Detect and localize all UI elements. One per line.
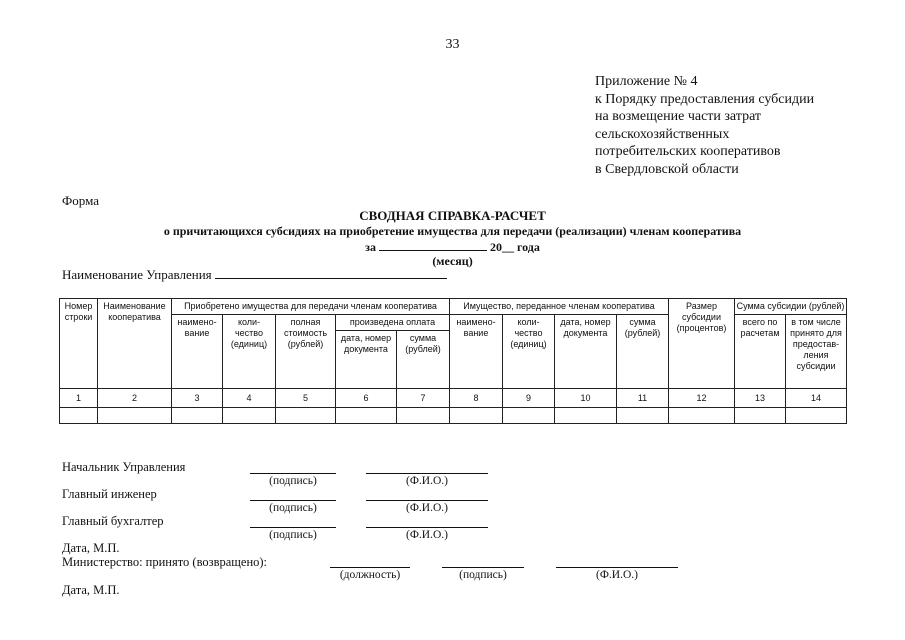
header-subsidy-sum-group: Сумма субсидии (рублей) — [735, 299, 847, 315]
header-acq-name: наимено-вание — [172, 315, 223, 389]
date-mp-2: Дата, М.П. — [62, 583, 120, 597]
column-number: 5 — [276, 389, 336, 408]
header-paid-group: произведена оплата — [336, 315, 450, 331]
header-tr-date: дата, номер документа — [555, 315, 617, 389]
management-line — [62, 267, 447, 283]
header-acq-cost: полная стоимость (рублей) — [276, 315, 336, 389]
empty-cell — [60, 408, 98, 424]
header-accepted: в том числе принято для предостав-ления субсидии — [786, 315, 847, 389]
summary-table — [59, 298, 847, 424]
period-line — [0, 239, 905, 255]
column-number: 14 — [786, 389, 847, 408]
fio-caption: (Ф.И.О.) — [406, 502, 448, 514]
header-total: всего по расчетам — [735, 315, 786, 389]
signature-line — [250, 527, 336, 528]
empty-cell — [276, 408, 336, 424]
management-blank — [215, 267, 447, 279]
signature-caption: (подпись) — [269, 475, 317, 487]
header-transferred-group: Имущество, переданное членам кооператива — [450, 299, 669, 315]
fio-caption: (Ф.И.О.) — [406, 529, 448, 541]
empty-cell — [172, 408, 223, 424]
column-number: 4 — [223, 389, 276, 408]
fio-line — [556, 567, 678, 568]
column-number-row — [60, 389, 847, 408]
header-coop-name: Наименование кооператива — [98, 299, 172, 389]
period-year: 20__ года — [489, 240, 540, 254]
column-number: 9 — [503, 389, 555, 408]
document-title: СВОДНАЯ СПРАВКА-РАСЧЕТ — [359, 208, 546, 223]
empty-cell — [397, 408, 450, 424]
empty-cell — [450, 408, 503, 424]
signature-caption: (подпись) — [269, 529, 317, 541]
fio-line — [366, 527, 488, 528]
signature-caption: (подпись) — [459, 569, 507, 581]
column-number: 6 — [336, 389, 397, 408]
column-number: 13 — [735, 389, 786, 408]
header-subsidy-rate: Размер субсидии (процентов) — [669, 299, 735, 389]
appendix-block — [595, 73, 895, 178]
header-row — [60, 299, 847, 315]
position-caption: (должность) — [339, 569, 401, 581]
month-blank — [379, 239, 487, 251]
header-row-number: Номер строки — [60, 299, 98, 389]
column-number: 2 — [98, 389, 172, 408]
empty-data-row — [60, 408, 847, 424]
appendix-line: Приложение № 4 — [595, 74, 698, 89]
position-line — [330, 567, 410, 568]
engineer-label: Главный инженер — [62, 487, 157, 501]
document-subtitle: о причитающихся субсидиях на приобретение имущества для передачи (реализации) членам кооператива — [163, 224, 742, 238]
header-acq-qty: коли-чество (единиц) — [223, 315, 276, 389]
column-number: 1 — [60, 389, 98, 408]
signature-line — [250, 500, 336, 501]
appendix-line: сельскохозяйственных — [595, 126, 730, 142]
header-paid-date: дата, номер документа — [336, 331, 397, 389]
appendix-line: потребительских кооперативов — [595, 144, 781, 159]
appendix-line: на возмещение части затрат — [595, 109, 762, 124]
empty-cell — [786, 408, 847, 424]
date-mp: Дата, М.П. — [62, 541, 120, 555]
signature-line — [250, 473, 336, 474]
management-label: Наименование Управления — [62, 267, 212, 282]
fio-caption: (Ф.И.О.) — [406, 475, 448, 487]
fio-caption: (Ф.И.О.) — [596, 569, 638, 581]
column-number: 11 — [617, 389, 669, 408]
empty-cell — [223, 408, 276, 424]
signature-line — [442, 567, 524, 568]
period-prefix: за — [365, 240, 376, 254]
column-number: 8 — [450, 389, 503, 408]
header-paid-sum: сумма (рублей) — [397, 331, 450, 389]
empty-cell — [555, 408, 617, 424]
head-label: Начальник Управления — [62, 460, 186, 474]
header-tr-sum: сумма (рублей) — [617, 315, 669, 389]
fio-line — [366, 473, 488, 474]
page-number: 33 — [445, 37, 460, 52]
column-number: 3 — [172, 389, 223, 408]
empty-cell — [336, 408, 397, 424]
month-caption: (месяц) — [432, 254, 473, 268]
empty-cell — [669, 408, 735, 424]
header-tr-qty: коли-чество (единиц) — [503, 315, 555, 389]
signature-caption: (подпись) — [269, 502, 317, 514]
ministry-label: Министерство: принято (возвращено): — [62, 555, 268, 569]
column-number: 10 — [555, 389, 617, 408]
appendix-line: к Порядку предоставления субсидии — [595, 91, 815, 107]
empty-cell — [735, 408, 786, 424]
accountant-label: Главный бухгалтер — [62, 514, 164, 528]
form-label: Форма — [62, 193, 99, 208]
appendix-line: в Свердловской области — [595, 161, 739, 177]
header-acquired-group: Приобретено имущества для передачи членам кооператива — [172, 299, 450, 315]
column-number: 12 — [669, 389, 735, 408]
empty-cell — [98, 408, 172, 424]
empty-cell — [503, 408, 555, 424]
fio-line — [366, 500, 488, 501]
column-number: 7 — [397, 389, 450, 408]
empty-cell — [617, 408, 669, 424]
header-tr-name: наимено-вание — [450, 315, 503, 389]
